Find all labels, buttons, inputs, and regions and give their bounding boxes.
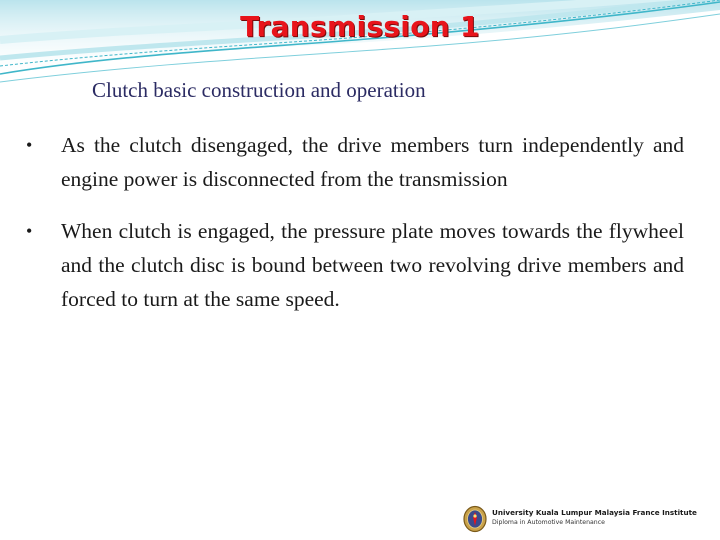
bullet-item	[26, 214, 684, 316]
bullet-item	[26, 128, 684, 196]
footer-institution: University Kuala Lumpur Malaysia France Institute	[492, 508, 697, 517]
bullet-text: When clutch is engaged, the pressure plate moves towards the flywheel and the clutch disc is bound between two revolving drive members and forced to turn at the same speed.	[61, 219, 684, 311]
footer-branding	[460, 504, 716, 534]
slide-title: Transmission 1	[240, 10, 480, 43]
university-crest-icon	[462, 505, 488, 533]
bullet-marker: •	[26, 221, 33, 241]
bullet-marker: •	[26, 135, 33, 155]
bullet-list	[26, 128, 684, 334]
bullet-text: As the clutch disengaged, the drive members turn independently and engine power is disconnected from the transmission	[61, 133, 684, 191]
footer-program: Diploma in Automotive Maintenance	[492, 519, 605, 526]
slide-subtitle: Clutch basic construction and operation	[92, 78, 426, 102]
